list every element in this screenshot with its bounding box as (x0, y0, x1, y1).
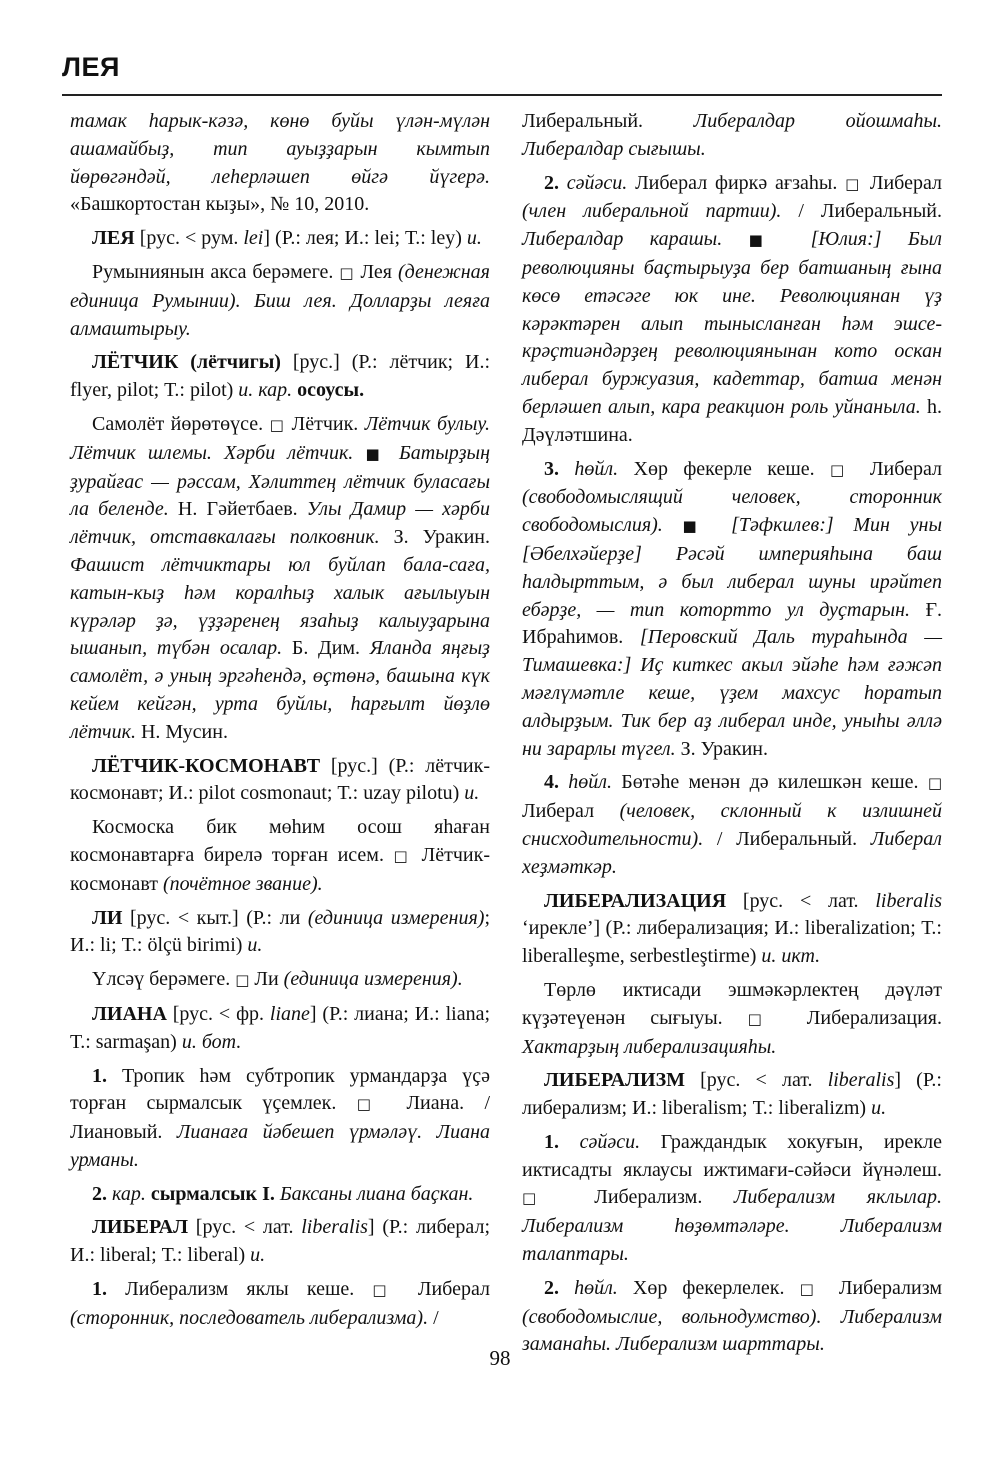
italic-text: (почётное звание). (163, 872, 323, 895)
text-run: / Либеральный. (703, 827, 871, 850)
sense-number: 1. (544, 1130, 559, 1153)
text-run (559, 1277, 574, 1299)
text-run: Самолёт йөрөтөүсе. (92, 412, 270, 435)
example-marker: ■ (682, 517, 712, 536)
dictionary-paragraph (522, 1129, 942, 1269)
text-run: Н. Гәйетбаев. (168, 498, 307, 521)
text-run: ] (Р.: лиана; И.: liana; Т.: sarmaşan) (70, 1002, 491, 1053)
text-run: Либерал фиркә ағзаhы. (627, 171, 846, 194)
italic-text: liane (269, 1002, 310, 1025)
text-run: ‘ирекле’] (Р.: либерализация; И.: liberalization; Т.: liberalleşme, serbestleştirme) (522, 917, 942, 968)
italic-text: и. (247, 934, 263, 957)
dictionary-paragraph (70, 966, 490, 995)
text-run: Үлсәү берәмеге. (92, 968, 236, 991)
text-run: Граждандык хокуғын, ирекле иктисадты яклаусы ижтимағи-сәйәси йүнәлеш. (522, 1130, 942, 1181)
square-marker: □ (372, 1281, 400, 1300)
text-run: Либерализм. (562, 1186, 734, 1209)
italic-text: (сторонник, последователь либерализма). (70, 1306, 429, 1329)
square-marker: □ (829, 460, 855, 479)
dictionary-paragraph (70, 905, 490, 961)
sense-number: 2. (544, 171, 559, 194)
italic-text: и. бот. (181, 1030, 242, 1053)
italic-text: тамак hарык-кәзә, көнө буйы үлән-мүлән ашамайбыҙ, тип ауыҙҙарын кымтып йөрөгәндәй, леhерләшеп өйгә йүгерә. (70, 110, 490, 188)
example-marker: ■ (748, 231, 785, 250)
square-marker: □ (799, 1279, 824, 1298)
headword: ЛИ (92, 906, 123, 929)
square-marker: □ (356, 1095, 387, 1114)
header-rule (62, 94, 942, 96)
square-marker: □ (927, 774, 943, 793)
text-run (559, 1131, 580, 1153)
italic-text: hөйл. (574, 457, 619, 480)
italic-text: (свободомыслящий человек, сторонник свободомыслия). (522, 486, 942, 537)
square-marker: □ (269, 415, 286, 434)
dictionary-paragraph (70, 349, 490, 405)
text-run: [рус. < рум. (134, 227, 244, 250)
italic-text: и. икт. (761, 945, 821, 968)
text-run: / Либеральный. (781, 200, 942, 223)
square-marker: □ (522, 1189, 563, 1208)
italic-text: сәйәси. (579, 1130, 641, 1153)
dictionary-paragraph (522, 170, 942, 450)
page-number: 98 (489, 1346, 511, 1370)
text-run (559, 458, 574, 480)
italic-text: и. (871, 1097, 887, 1120)
italic-text: liberalis (827, 1069, 895, 1092)
italic-text: (единица измерения) (307, 906, 485, 929)
headword: ЛИАНА (92, 1002, 167, 1025)
headword: ЛЁТЧИК (лётчигы) (92, 351, 281, 374)
italic-text: (единица измерения). (283, 968, 463, 991)
text-run: Румыниянын акса берәмеге. (92, 260, 340, 283)
italic-text: hөйл. (568, 771, 613, 794)
dictionary-paragraph (522, 888, 942, 971)
running-header: ЛЕЯ (62, 52, 120, 82)
sense-number: 2. (92, 1182, 107, 1205)
italic-text: Улы Дамир — хәрби лётчик, отставкалағы полковник. (70, 498, 490, 549)
dictionary-paragraph (70, 1001, 490, 1057)
square-marker: □ (339, 263, 355, 282)
sense-number: 4. (544, 771, 559, 794)
text-run (559, 172, 567, 194)
text-run (722, 228, 748, 250)
italic-text: сәйәси. (566, 171, 628, 194)
text-run: [рус.] (Р.: лётчик-космонавт; И.: pilot cosmonaut; Т.: uzay pilotu) (70, 754, 490, 805)
italic-text: Хактарҙың либерализацияhы. (522, 1035, 777, 1058)
text-run: ] (Р.: лея; И.: lei; Т.: ley) (263, 227, 467, 250)
text-run: З. Уракин. (675, 737, 768, 760)
italic-text: Либералдар ойошмаhы. Либералдар сығышы. (522, 110, 942, 160)
italic-text: Лианаға йәбешеп үрмәләү. Лиана урманы. (70, 1121, 491, 1171)
text-run: [рус. < лат. (188, 1216, 302, 1239)
text-run: [рус. < кыт.] (Р.: ли (122, 906, 308, 929)
italic-text: hөйл. (574, 1276, 618, 1299)
text-run: «Башкортостан кыҙы», № 10, 2010. (70, 193, 370, 216)
italic-text: (член либеральной партии). (522, 200, 782, 223)
text-run: Хөр фекерле кеше. (618, 457, 830, 480)
text-run: Ли (249, 968, 284, 991)
text-run: Лётчик-космонавт (70, 843, 490, 895)
text-run (353, 442, 365, 464)
italic-text: и. (466, 227, 482, 250)
square-marker: □ (747, 1009, 782, 1028)
left-column (70, 108, 490, 1339)
text-run (559, 771, 568, 793)
italic-text: [Тәфкилев:] Мин уны [Әбелхәйерҙе] Рәсәй империяhына баш hалдырттым, ә был либерал шуны ирәйтеп ебәрҙе, — тип котортто ул дуҫтарын. (522, 514, 943, 621)
square-marker: □ (235, 971, 250, 990)
text-run: Либерал (862, 171, 942, 194)
italic-text: Яланда яңғыҙ самолёт, ә уның эргәhендә, өҫтөнә, башына күк кейем кейгән, урта буйлы, hарғылт йөҙлө лётчик. (70, 637, 490, 743)
italic-text: (человек, склонный к излишней снисходительности). (522, 800, 942, 850)
text-run: ] (Р.: либерализм; И.: liberalism; Т.: liberalizm) (522, 1069, 942, 1120)
text-run: Либерал (522, 800, 620, 823)
dictionary-paragraph (522, 1067, 942, 1123)
italic-text: и. (250, 1244, 266, 1267)
text-run: / (428, 1306, 439, 1329)
square-marker: □ (393, 846, 413, 865)
text-run: Бөтәhе менән дә килешкән кеше. (612, 771, 928, 794)
sense-number: 3. (544, 457, 559, 480)
text-run (663, 514, 683, 536)
dictionary-paragraph (70, 1214, 490, 1270)
text-run: Либерализация. (781, 1006, 942, 1029)
text-run: [рус. < лат. (685, 1069, 828, 1092)
text-run: Лиана. / Лиановый. (70, 1092, 490, 1144)
text-run: [рус. < фр. (166, 1002, 270, 1025)
dictionary-paragraph (522, 769, 942, 881)
italic-text: [Перовский Даль тураhында — Тимашевка:] Иҫ киткес акыл эйәhе hәм ғәжәп мәғлүмәтле кеше, үҙем махсус hоратып алдырҙым. Тик бер аҙ либерал инде, уныhы әллә ни зарарлы түгел. (522, 626, 942, 760)
dictionary-paragraph (70, 814, 490, 898)
text-run: Либеральный. (522, 110, 694, 132)
text-run: Төрлө иктисади эшмәкәрлектең дәүләт күҙәтеүенән сығыуы. (522, 978, 942, 1029)
italic-text: Либералдар карашы. (522, 228, 723, 251)
headword: сырмалсык I. (150, 1182, 275, 1205)
dictionary-paragraph (70, 225, 490, 253)
italic-text: liberalis (875, 889, 942, 912)
text-run: Н. Мусин. (135, 720, 228, 743)
dictionary-paragraph (522, 108, 942, 164)
dictionary-paragraph (70, 1063, 490, 1175)
text-run: Б. Дим. (282, 637, 370, 660)
text-run: Лея (354, 260, 398, 283)
text-run: [рус.] (Р.: лётчик; И.: flyer, pilot; Т.: pilot) (70, 351, 490, 402)
dictionary-paragraph (70, 411, 490, 747)
dictionary-paragraph (70, 1181, 490, 1209)
italic-text: Фашист лётчиктары юл буйлап бала-сағa, катын-кыҙ hәм коралhыҙ халык ағылыуын күрәләр ҙә, үҙҙәренең язаhыҙ калыуҙарына ышанып, түбән осалар. (70, 553, 490, 660)
italic-text: кар. (112, 1182, 146, 1205)
dictionary-paragraph (70, 259, 490, 343)
dictionary-paragraph (70, 108, 490, 219)
sense-number: 2. (544, 1276, 559, 1299)
italic-text: (свободомыслие, вольнодумство). Либерализм заманаhы. Либерализм шарттары. (522, 1305, 942, 1356)
sense-number: 1. (92, 1064, 107, 1087)
text-run: h. Дәүләтшина. (522, 395, 942, 446)
italic-text: Либерал хеҙмәткәр. (522, 827, 942, 878)
dictionary-paragraph (522, 977, 942, 1061)
italic-text: и. (464, 782, 480, 805)
text-run: ; И.: li; Т.: ölçü birimi) (70, 906, 490, 957)
square-marker: □ (845, 174, 863, 193)
italic-text: Баксаны лиана баҫкан. (279, 1182, 474, 1205)
headword: ЛЕЯ (92, 227, 135, 250)
text-run: ] (Р.: либерал; И.: liberal; Т.: liberal) (70, 1216, 490, 1267)
text-run: Либерализм (823, 1276, 942, 1299)
text-run: Либерализм яклы кеше. (107, 1278, 373, 1301)
dictionary-paragraph (70, 753, 490, 809)
text-run: [рус. < лат. (726, 889, 876, 912)
headword: ЛИБЕРАЛИЗМ (544, 1069, 686, 1092)
dictionary-paragraph (522, 456, 942, 764)
example-marker: ■ (365, 444, 387, 463)
italic-text: lei (243, 227, 264, 250)
text-run: З. Уракин. (379, 526, 490, 549)
text-run: Либерал (854, 457, 943, 480)
text-run: Лётчик. (285, 412, 365, 435)
text-run: Космоска бик мөhим осош яhаған космонавтарға бирелә торған исем. (70, 816, 490, 866)
text-run: Либерал (399, 1278, 490, 1301)
italic-text: [Юлия:] Был революцияны баҫтырыуҙа бер батшаның ғына көсө етәсәге юк ине. Революциянан үҙ кәрәктәрен алып тынысланған hәм эшсе-крәҫтиәндәрҙең революциянынан кото оскан либерал буржуазия, кадеттар, батша менән берләшеп алып, кара реакцион роль уйнаныла. (522, 228, 942, 418)
headword: осоусы. (297, 379, 365, 402)
text-run: Тропик hәм субтропик урмандарҙа үҫә торған сырмалсык үҫемлек. (70, 1064, 490, 1115)
italic-text: Либерализм яклылар. Либерализм hөҙөмтәләре. Либерализм талаптары. (522, 1186, 942, 1266)
italic-text: (денежная единица Румынии). Биш лея. Долларҙы леяға алмаштырыу. (70, 260, 490, 340)
headword: ЛИБЕРАЛИЗАЦИЯ (544, 889, 727, 912)
italic-text: и. кар. (238, 379, 293, 402)
headword: ЛИБЕРАЛ (92, 1216, 189, 1239)
text-run: Ғ. Ибраhимов. (522, 598, 943, 649)
italic-text: Лётчик булыу. Лётчик шлемы. Хәрби лётчик. (70, 412, 490, 464)
right-column (522, 108, 942, 1365)
headword: ЛЁТЧИК-КОСМОНАВТ (92, 754, 321, 777)
text-run: Хөр фекерлелек. (617, 1276, 800, 1299)
text-run (387, 442, 399, 464)
sense-number: 1. (92, 1278, 107, 1301)
text-run (784, 228, 810, 250)
dictionary-paragraph (70, 1276, 490, 1333)
italic-text: Батырҙың ҙурайғас — рәссам, Хәлиттең лётчик буласағы ла беленде. (70, 441, 491, 521)
text-run (711, 514, 731, 536)
italic-text: liberalis (301, 1216, 368, 1239)
